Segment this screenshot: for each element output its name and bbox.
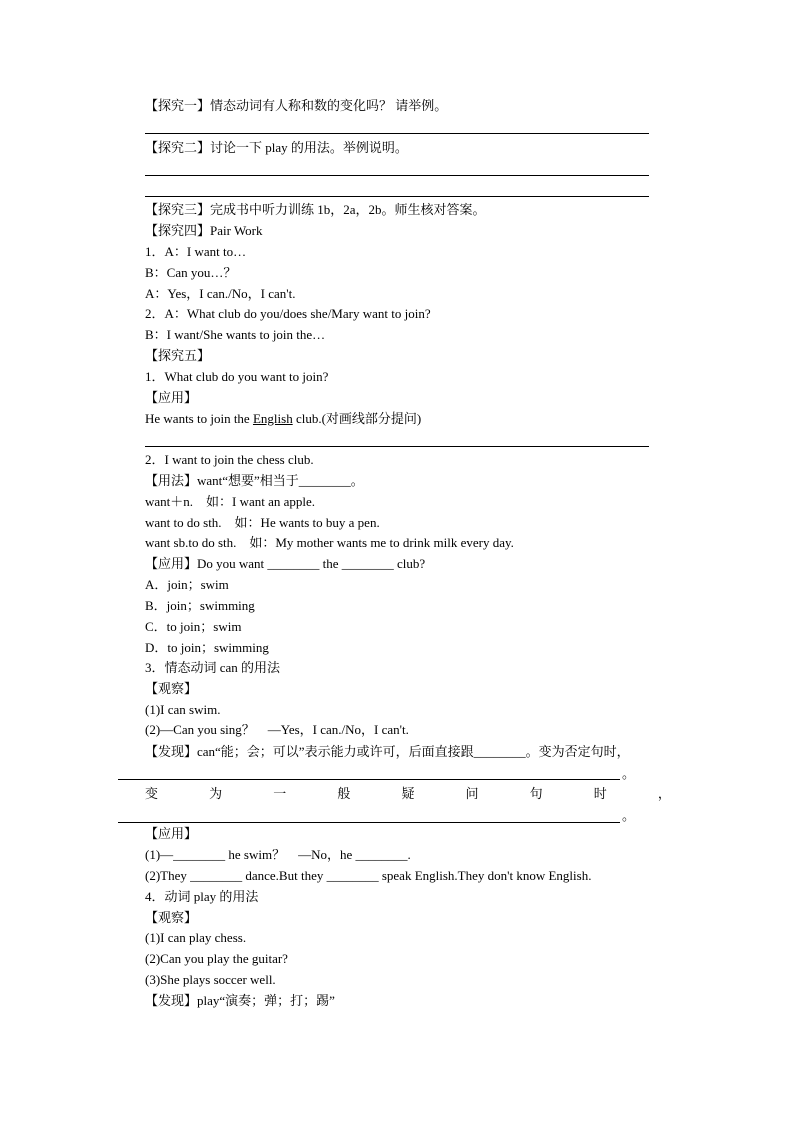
can-example: (1)I can swim. [145, 702, 221, 717]
answer-line [145, 175, 649, 176]
pair-work-line: B：I want/She wants to join the… [145, 327, 326, 342]
spread-char: 问 [465, 786, 479, 801]
sentence-part: club.(对画线部分提问) [292, 411, 422, 426]
answer-line [145, 446, 649, 447]
answer-line [145, 133, 649, 134]
answer-line [145, 196, 649, 197]
inquiry-4: 【探究四】Pair Work [145, 223, 263, 238]
apply-question: 【应用】Do you want ________ the ________ club? [145, 556, 426, 571]
spread-char: 句 [529, 786, 543, 801]
option-a: A．join；swim [145, 577, 229, 592]
spread-char: 般 [337, 786, 351, 801]
usage-note: 【用法】want“想要”相当于________。 [145, 473, 364, 488]
line-period: 。 [622, 808, 636, 823]
topic-3: 3．情态动词 can 的用法 [145, 660, 281, 675]
topic-1: 1．What club do you want to join? [145, 369, 329, 384]
apply-item: (2)They ________ dance.But they ________ speak English.They don't know English. [145, 868, 592, 883]
topic-2: 2．I want to join the chess club. [145, 452, 314, 467]
play-example: (2)Can you play the guitar? [145, 951, 288, 966]
play-example: (1)I can play chess. [145, 930, 247, 945]
spread-char: 时 [593, 786, 607, 801]
option-d: D．to join；swimming [145, 640, 269, 655]
underlined-word: English [252, 411, 293, 426]
sentence-part: He wants to join the [145, 411, 253, 426]
want-usage: want to do sth. 如：He wants to buy a pen. [145, 515, 380, 530]
inquiry-1: 【探究一】情态动词有人称和数的变化吗？ 请举例。 [145, 98, 448, 113]
spread-char: 变 [145, 786, 159, 801]
observe-heading: 【观察】 [145, 910, 198, 925]
option-b: B．join；swimming [145, 598, 255, 613]
inquiry-2: 【探究二】讨论一下 play 的用法。举例说明。 [145, 140, 408, 155]
line-period: 。 [622, 766, 636, 781]
pair-work-line: A：Yes，I can./No，I can't. [145, 286, 296, 301]
finding-play: 【发现】play“演奏；弹；打；踢” [145, 993, 335, 1008]
pair-work-line: 1．A：I want to… [145, 244, 247, 259]
spread-char: 疑 [401, 786, 415, 801]
topic-4: 4．动词 play 的用法 [145, 889, 259, 904]
pair-work-line: B：Can you…？ [145, 265, 237, 280]
spread-sentence [145, 786, 671, 802]
spread-char: ， [657, 786, 671, 801]
inquiry-3: 【探究三】完成书中听力训练 1b，2a，2b。师生核对答案。 [145, 202, 486, 217]
want-usage: want＋n. 如：I want an apple. [145, 494, 316, 509]
play-example: (3)She plays soccer well. [145, 972, 276, 987]
observe-heading: 【观察】 [145, 681, 198, 696]
want-usage: want sb.to do sth. 如：My mother wants me to drink milk every day. [145, 535, 514, 550]
pair-work-line: 2．A：What club do you/does she/Mary want to join? [145, 306, 431, 321]
apply-heading: 【应用】 [145, 390, 198, 405]
example-sentence [145, 411, 421, 427]
finding-can: 【发现】can“能；会；可以”表示能力或许可，后面直接跟________。变为否定句时， [145, 744, 630, 759]
spread-char: 一 [273, 786, 287, 801]
apply-heading: 【应用】 [145, 826, 198, 841]
inquiry-5: 【探究五】 [145, 348, 211, 363]
option-c: C．to join；swim [145, 619, 242, 634]
apply-item: (1)—________ he swim？ —No，he ________. [145, 847, 411, 862]
answer-line [118, 822, 620, 823]
answer-line [118, 779, 620, 780]
spread-char: 为 [209, 786, 223, 801]
can-example: (2)—Can you sing？ —Yes，I can./No，I can't. [145, 722, 409, 737]
